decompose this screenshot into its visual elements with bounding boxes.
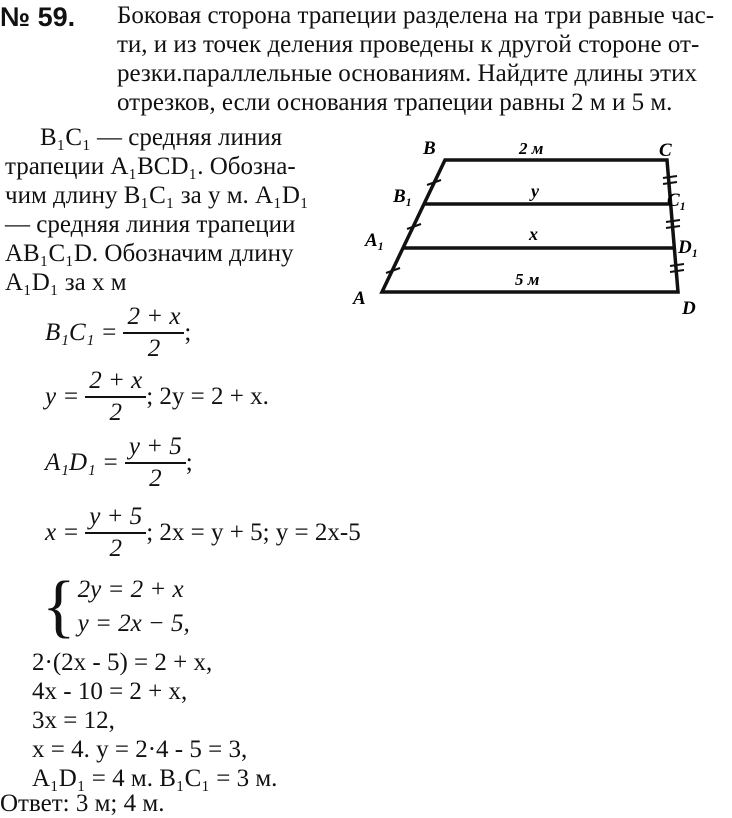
eq3-fraction (125, 432, 186, 494)
answer: Ответ: 3 м; 4 м. (0, 790, 165, 817)
equation-4 (45, 502, 361, 564)
label-B1: B₁ (393, 186, 413, 207)
step-1: 2·(2x - 5) = 2 + x, (32, 649, 213, 676)
eq1-lhs: B₁C₁ = (45, 319, 118, 346)
eq1-fraction (123, 302, 184, 364)
eq1-numerator: 2 + x (123, 302, 184, 334)
eq2-fraction (85, 366, 146, 428)
system-line-1: 2y = 2 + x (77, 576, 184, 603)
equation-system (42, 568, 190, 645)
label-A: A (353, 288, 366, 309)
eq2-tail: ; 2y = 2 + x. (146, 383, 269, 410)
label-A1: A₁ (365, 230, 385, 251)
eq1-denominator: 2 (147, 335, 161, 362)
eq4-tail: ; 2x = y + 5; y = 2x-5 (146, 519, 361, 546)
eq3-denominator: 2 (149, 465, 162, 492)
step-5: A₁D₁ = 4 м. B₁C₁ = 3 м. (32, 765, 278, 792)
intro-line-5: AB₁C₁D. Обозначим длину (5, 240, 294, 267)
seg-y-label: y (531, 181, 539, 201)
intro-line-4: — средняя линия трапеции (5, 211, 296, 238)
eq3-numerator: y + 5 (125, 432, 186, 464)
intro-line-2: трапеции A₁BCD₁. Обозна- (5, 153, 296, 180)
label-C: C (659, 140, 672, 161)
step-4: x = 4. y = 2·4 - 5 = 3, (32, 736, 248, 763)
label-D: D (682, 298, 696, 319)
system-line-2: y = 2x − 5, (77, 610, 190, 637)
eq1-tail: ; (184, 319, 192, 346)
problem-number: № 59. (0, 2, 76, 32)
eq4-lhs: x = (45, 519, 80, 546)
eq2-denominator: 2 (109, 399, 122, 426)
problem-line-4: отрезков, если основания трапеции равны 2 м и 5 м. (117, 89, 673, 116)
eq4-fraction (85, 502, 146, 564)
eq3-tail: ; (185, 449, 193, 476)
label-D1: D₁ (678, 237, 699, 258)
intro-line-6: A₁D₁ за x м (5, 269, 127, 296)
eq2-lhs: y = (45, 383, 80, 410)
problem-line-2: ти, и из точек деления проведены к другой стороне от- (117, 31, 700, 58)
label-C1: C₁ (667, 190, 687, 211)
equation-2 (45, 366, 269, 428)
step-2: 4x - 10 = 2 + x, (32, 678, 188, 705)
step-3: 3x = 12, (32, 707, 115, 734)
eq4-numerator: y + 5 (85, 502, 146, 534)
equation-1 (45, 302, 191, 364)
seg-bottom-label: 5 м (515, 270, 540, 289)
eq3-lhs: A₁D₁ = (45, 449, 119, 476)
problem-line-1: Боковая сторона трапеции разделена на три равные час- (117, 2, 715, 29)
intro-line-3: чим длину B₁C₁ за y м. A₁D₁ (5, 182, 309, 209)
label-B: B (423, 138, 436, 159)
eq4-denominator: 2 (109, 535, 122, 562)
equation-3 (45, 432, 193, 494)
trapezoid-figure (345, 130, 715, 325)
intro-line-1: B₁C₁ — средняя линия (40, 124, 283, 151)
seg-top-label: 2 м (519, 139, 544, 158)
system-brace: { (42, 568, 76, 645)
problem-line-3: резки.параллельные основаниям. Найдите длины этих (117, 60, 697, 87)
eq2-numerator: 2 + x (85, 366, 146, 398)
seg-x-label: x (529, 224, 538, 244)
